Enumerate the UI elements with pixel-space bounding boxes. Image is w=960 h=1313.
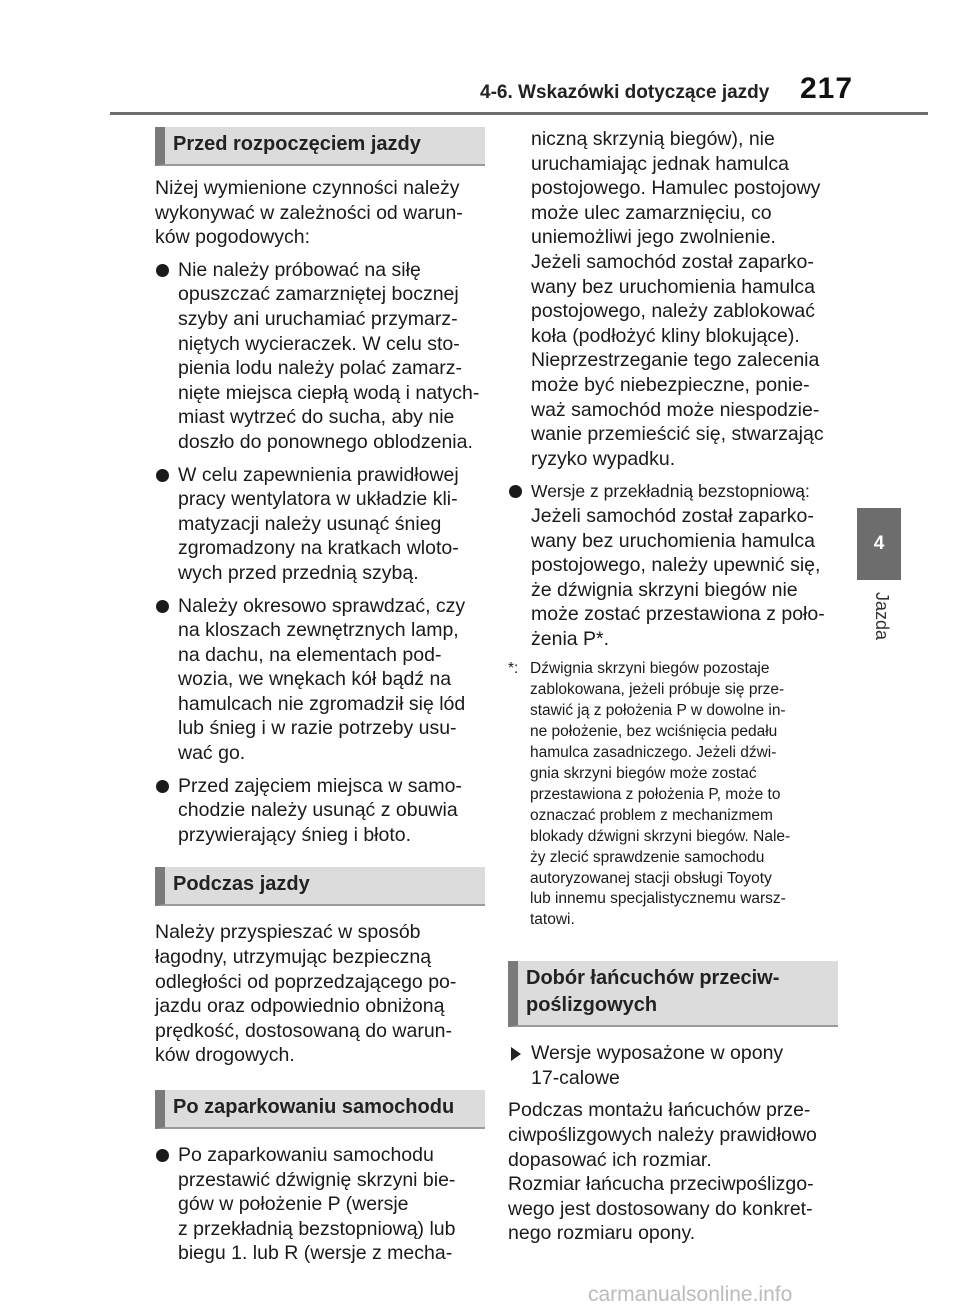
section-heading-snow-chains: Dobór łańcuchów przeciw- poślizgowych [508,961,838,1027]
chapter-number: 4 [873,533,885,554]
section-heading-while-driving: Podczas jazdy [155,867,485,906]
intro-paragraph: Niżej wymienione czynności należy wykonywać w zależności od warun- ków pogodowych: [155,177,463,249]
section-title: 4-6. Wskazówki dotyczące jazdy [480,82,770,103]
bullet-item: W celu zapewnienia prawidłowej pracy wentylatora w układzie kli- matyzacji należy usunąć śnieg zgromadzony na kratkach wloto- wych przed przednią szybą. [155,463,485,586]
left-column [155,127,485,1266]
driving-paragraph: Należy przyspieszać w sposób łagodny, utrzymując bezpieczną odległości od poprzedzającego po- jazdu oraz odpowiednio obniżoną prędkość, dostosowaną do warun- ków drogowych. [155,921,457,1067]
bullet-item: Należy okresowo sprawdzać, czy na kloszach zewnętrznych lamp, na dachu, na elementach pod- wozia, we wnękach kół bądź na hamulcach nie zgromadził się lód lub śnieg i w razie potrzeby usu- wać go. [155,594,485,766]
footnote: *: Dźwignia skrzyni biegów pozostaje zablokowana, jeżeli próbuje się prze- stawić ją z położenia P w dowolne in- ne położenie, bez wciśnięcia pedału hamulca zasadniczego. Jeżeli dźwi- gnia skrzyni biegów może zostać przestawiona z położenia P, może to oznaczać problem z mechanizmem blokady dźwigni skrzyni biegów. Nale- ży zlecić sprawdzenie samochodu autoryzowanej stacji obsługi Toyoty lub innemu specjalistycznemu warsz- tatowi. [508,660,791,929]
right-column [508,127,838,1246]
continuation-paragraph: niczną skrzynią biegów), nie uruchamiając jednak hamulca postojowego. Hamulec postojowy może ulec zamarznięciu, co uniemożliwi jego zwolnienie. Jeżeli samochód został zaparko- wany bez uruchomienia hamulca postojowego, należy zablokować koła (podłożyć kliny blokujące). Nieprzestrzeganie tego zalecenia może być niebezpieczne, ponie- waż samochód może niespodzie- wanie przemieścić się, stwarzając ryzyko wypadku. [531,128,824,470]
section-heading-before-driving: Przed rozpoczęciem jazdy [155,127,485,166]
bullet-item: Po zaparkowaniu samochodu przestawić dźwignię skrzyni bie- gów w położenie P (wersje z przekładnią bezstopniową) lub biegu 1. lub R (wersje z mecha- [155,1143,485,1266]
header-divider [110,112,928,115]
section-heading-after-parking: Po zaparkowaniu samochodu [155,1090,485,1129]
arrow-list-item: Wersje wyposażone w opony 17-calowe [508,1041,838,1090]
page-number: 217 [800,72,854,105]
chapter-label: Jazda [872,592,892,641]
chapter-tab[interactable] [857,508,901,580]
bullet-item: Przed zajęciem miejsca w samo- chodzie należy usunąć z obuwia przywierający śnieg i błoto. [155,774,485,848]
footnote-mark: *: [508,660,519,678]
snow-chains-paragraph: Podczas montażu łańcuchów prze- ciwpoślizgowych należy prawidłowo dopasować ich rozmiar. Rozmiar łańcucha przeciwpoślizgo- wego jest dostosowany do konkret- nego rozmiaru opony. [508,1099,817,1245]
watermark: carmanualsonline.info [588,1283,793,1306]
bullet-item: Nie należy próbować na siłę opuszczać zamarzniętej bocznej szyby ani uruchamiać przymarz- niętych wycieraczek. W celu sto- pienia lodu należy polać zamarz- nięte miejsca ciepłą wodą i natych- miast wytrzeć do sucha, aby nie doszło do ponownego oblodzenia. [155,258,485,455]
bullet-item: Wersje z przekładnią bezstopniową: Jeżeli samochód został zaparko- wany bez uruchomienia hamulca postojowego, należy upewnić się, że dźwignia skrzyni biegów nie może zostać przestawiona z poło- żenia P*. [508,479,838,651]
